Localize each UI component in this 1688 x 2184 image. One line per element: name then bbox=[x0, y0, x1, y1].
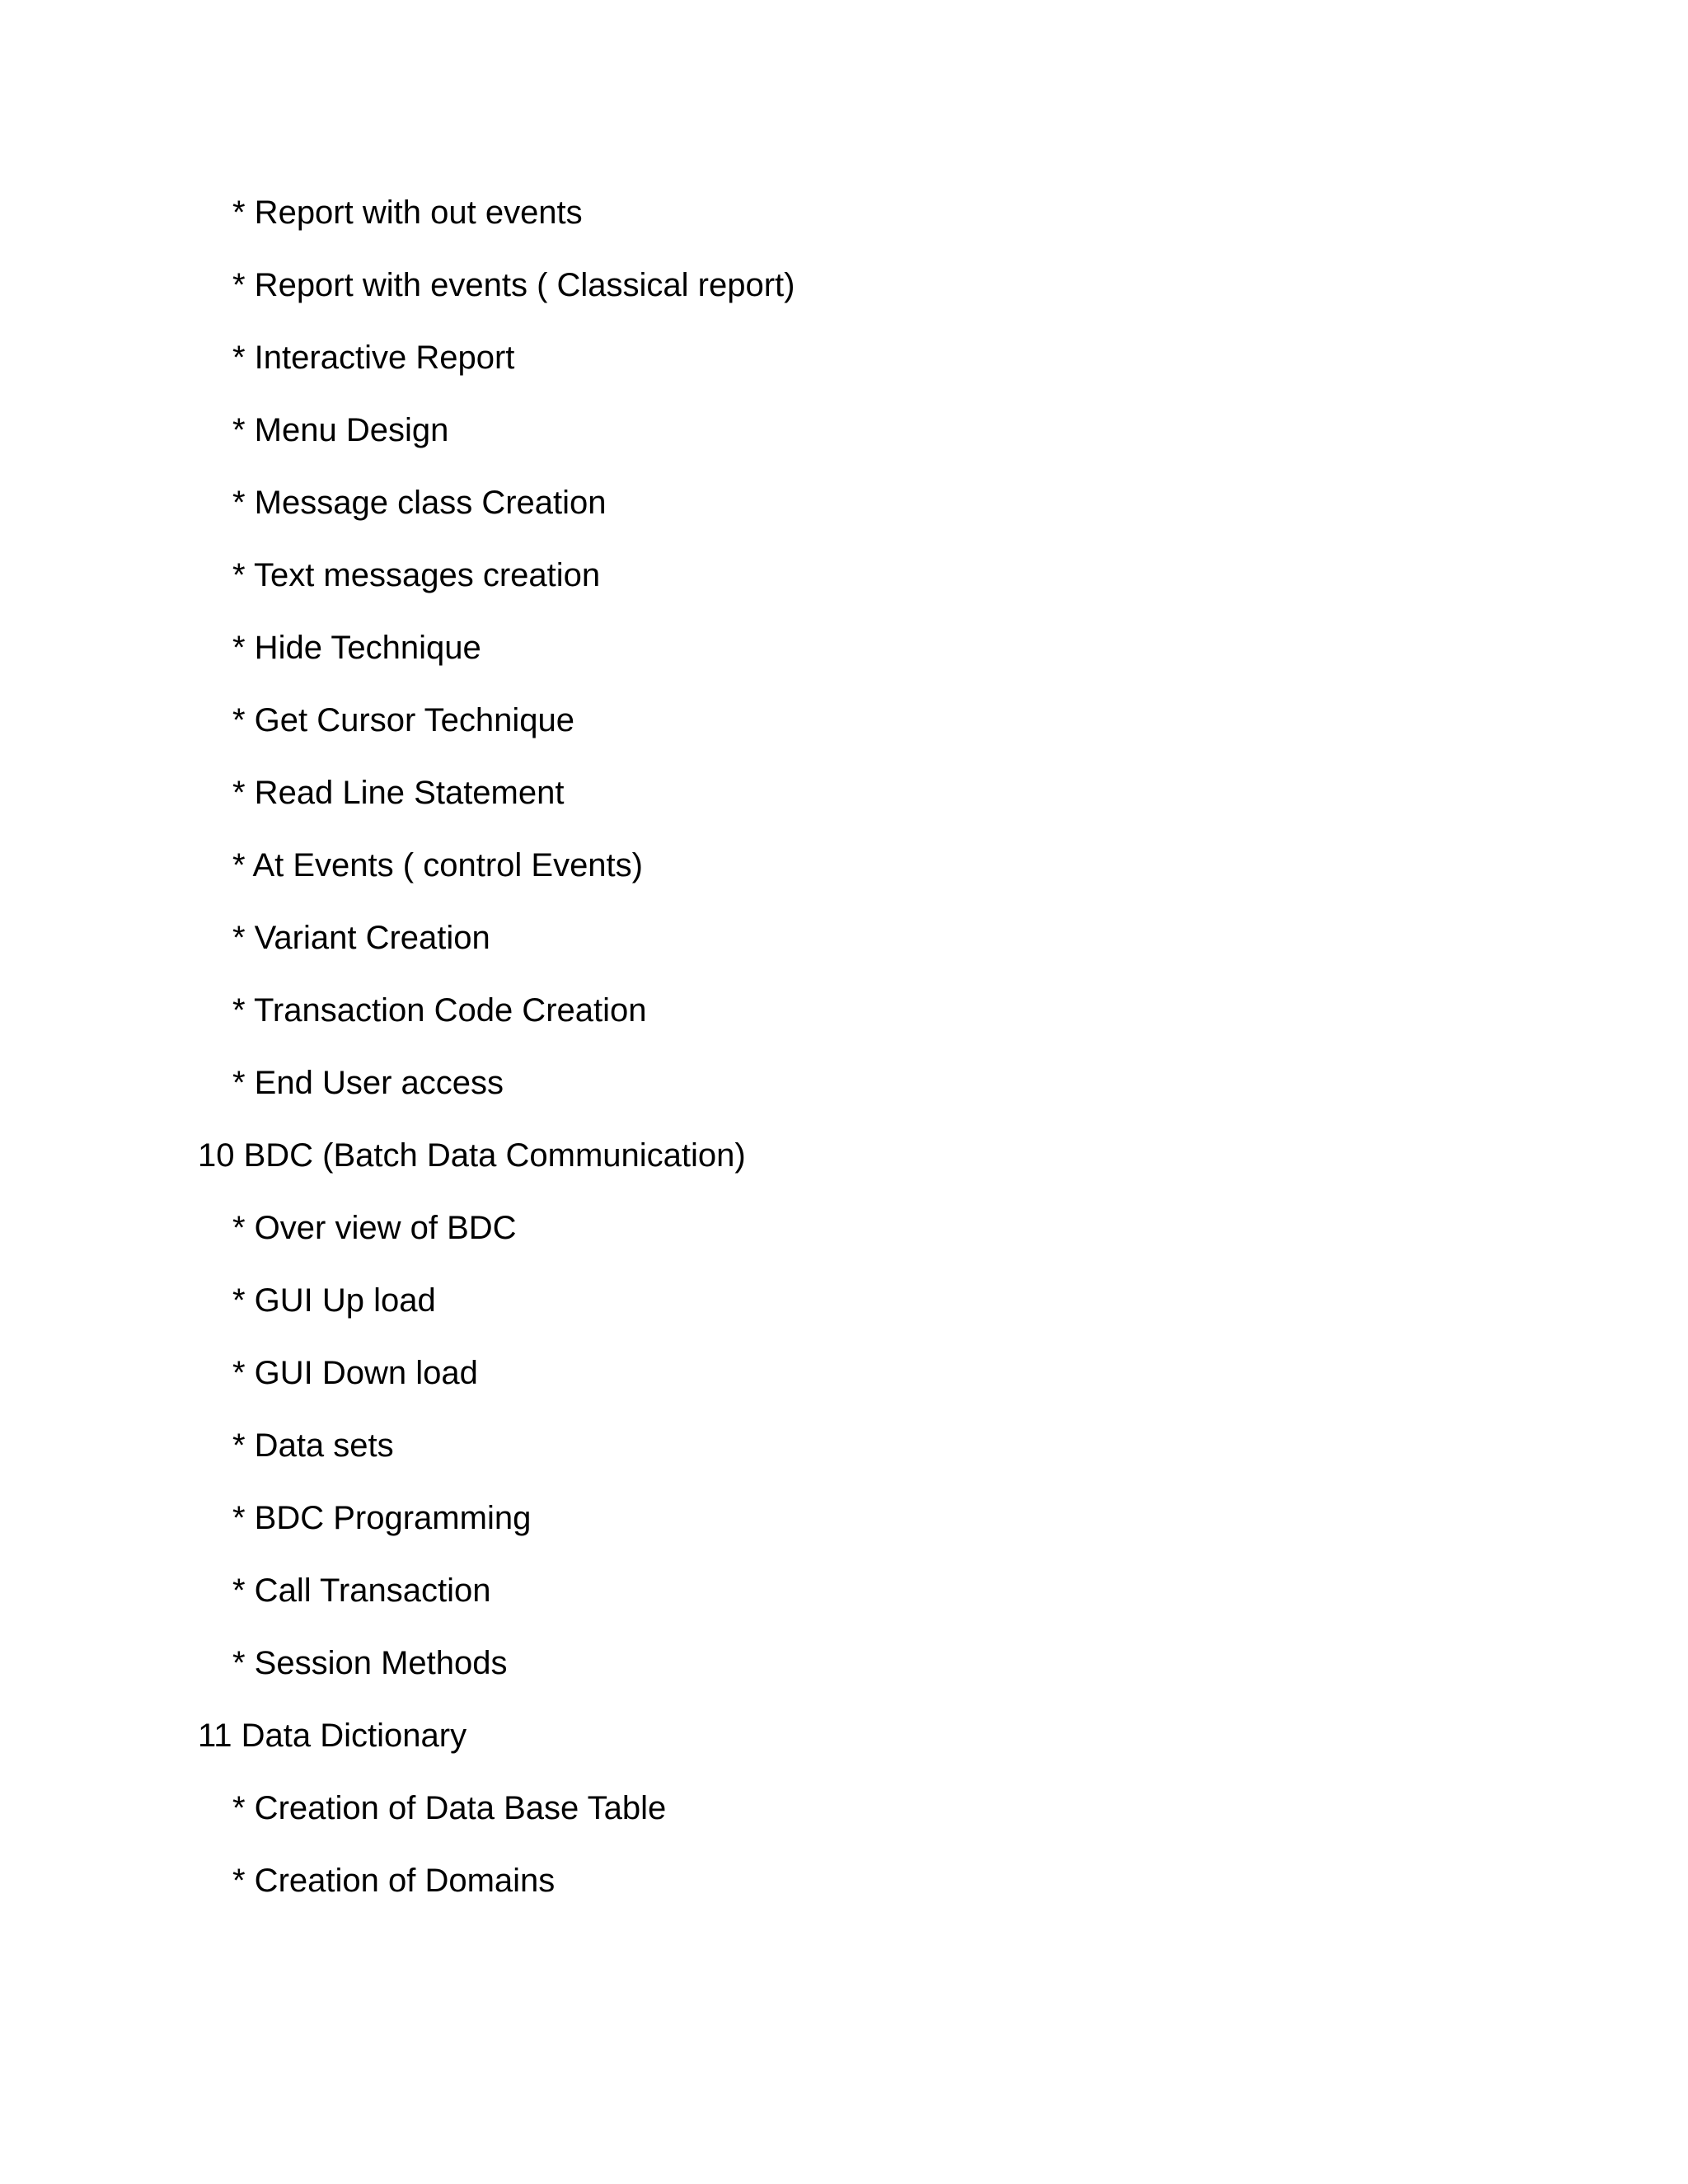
list-item: * Interactive Report bbox=[232, 340, 515, 376]
list-item: * GUI Up load bbox=[232, 1282, 436, 1319]
list-item: * Report with out events bbox=[232, 194, 583, 231]
list-item: * Creation of Data Base Table bbox=[232, 1790, 667, 1826]
list-item: * Message class Creation bbox=[232, 485, 607, 521]
list-item: * Report with events ( Classical report) bbox=[232, 267, 795, 303]
document-body bbox=[0, 176, 1688, 1917]
section-heading: 10 BDC (Batch Data Communication) bbox=[198, 1137, 746, 1174]
list-item: * Variant Creation bbox=[232, 920, 490, 956]
list-item: * BDC Programming bbox=[232, 1500, 532, 1536]
list-item: * Data sets bbox=[232, 1427, 394, 1464]
list-item: * Over view of BDC bbox=[232, 1210, 517, 1246]
list-item: * Menu Design bbox=[232, 412, 449, 448]
list-item: * Session Methods bbox=[232, 1645, 508, 1681]
list-item: * Call Transaction bbox=[232, 1572, 491, 1609]
section-heading: 11 Data Dictionary bbox=[198, 1718, 467, 1754]
list-item: * Text messages creation bbox=[232, 557, 601, 593]
list-item: * At Events ( control Events) bbox=[232, 847, 643, 883]
list-item: * Transaction Code Creation bbox=[232, 992, 647, 1029]
list-item: * Creation of Domains bbox=[232, 1863, 556, 1899]
list-item: * Hide Technique bbox=[232, 630, 481, 666]
list-item: * Read Line Statement bbox=[232, 775, 565, 811]
list-item: * End User access bbox=[232, 1065, 504, 1101]
list-item: * Get Cursor Technique bbox=[232, 702, 575, 738]
list-item: * GUI Down load bbox=[232, 1355, 478, 1391]
